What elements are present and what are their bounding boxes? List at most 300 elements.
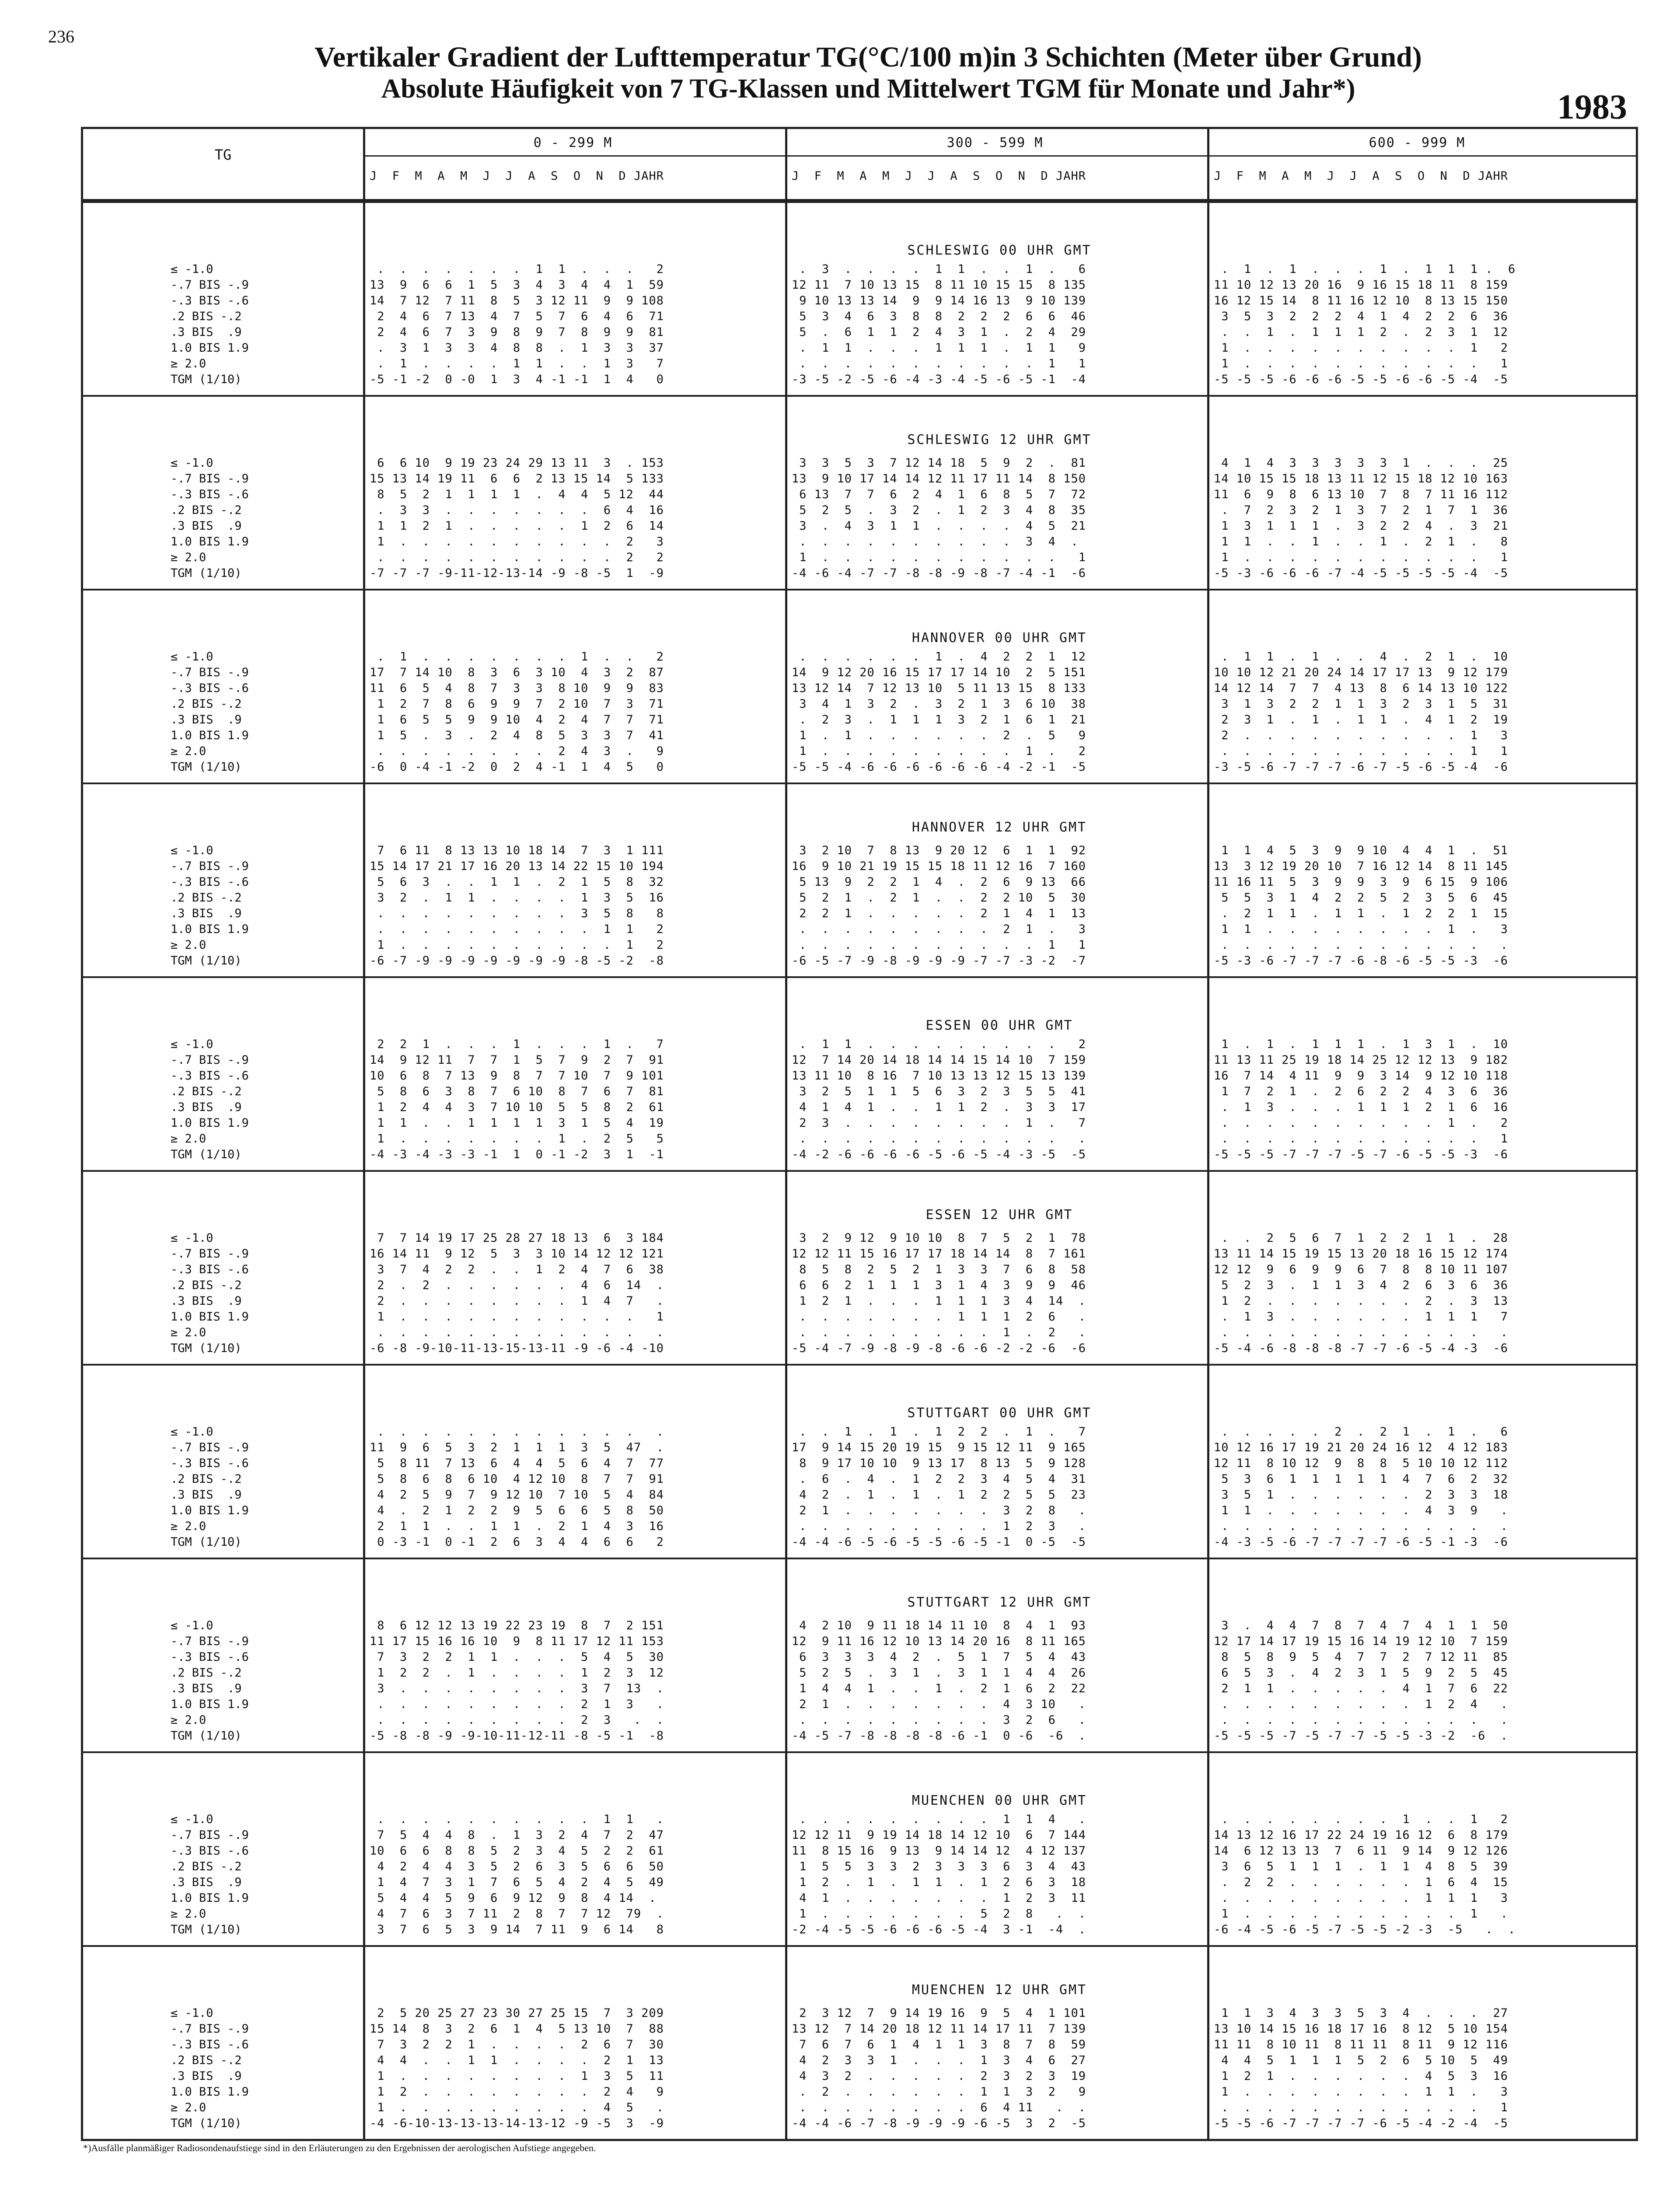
value-row: 1 . . . . . . . . . . 1 2 — [1214, 341, 1508, 355]
row-label: .2 BIS -.2 — [171, 2054, 242, 2067]
value-row: 1 . . . . . . . . . . 2 3 — [370, 535, 664, 548]
value-row: 14 9 12 20 16 15 17 17 14 10 2 5 151 — [792, 666, 1086, 679]
row-label: 1.0 BIS 1.9 — [171, 1698, 249, 1711]
value-row: 2 . 2 . . . . . . 4 6 14 . — [370, 1279, 664, 1292]
row-label: TGM (1/10) — [171, 760, 242, 774]
value-row: 5 8 11 7 13 6 4 4 5 6 4 7 77 — [370, 1457, 664, 1470]
value-row: . . . . . . . . . . . . . — [370, 1326, 664, 1339]
value-row: . . . . . . . . . . 1 1 . — [370, 1813, 664, 1826]
value-row: . . . . . . . . . 2 1 . 3 — [792, 922, 1086, 936]
value-row: 1 1 . . . . . . . 4 3 9 . — [1214, 1504, 1508, 1517]
row-label: -.3 BIS -.6 — [171, 1650, 249, 1664]
value-row: 12 17 14 17 19 15 16 14 19 12 10 7 159 — [1214, 1635, 1508, 1648]
value-row: 3 2 5 1 1 5 6 3 2 3 5 5 41 — [792, 1085, 1086, 1098]
value-row: . . . . . . . 1 1 1 2 6 . — [792, 1310, 1086, 1324]
row-label: -.7 BIS -.9 — [171, 666, 249, 679]
value-row: . . . . . . . . . 1 1 4 . — [792, 1813, 1086, 1826]
row-label: ≤ -1.0 — [171, 1038, 213, 1051]
value-row: -5 -5 -4 -6 -6 -6 -6 -6 -6 -4 -2 -1 -5 — [792, 760, 1086, 774]
value-row: 7 5 4 4 8 . 1 3 2 4 7 2 47 — [370, 1828, 664, 1842]
value-row: . 1 . 1 . . . 1 . 1 1 1 . 6 — [1214, 262, 1516, 276]
value-row: 4 4 . . 1 1 . . . . 2 1 13 — [370, 2054, 664, 2067]
station-separator — [83, 201, 1636, 203]
value-row: 8 5 8 2 5 2 1 3 3 7 6 8 58 — [792, 1263, 1086, 1276]
value-row: . 2 3 . 1 1 1 3 2 1 6 1 21 — [792, 713, 1086, 727]
row-label: TGM (1/10) — [171, 1923, 242, 1936]
value-row: 2 4 6 7 3 9 8 9 7 8 9 9 81 — [370, 325, 664, 339]
value-row: 10 12 16 17 19 21 20 24 16 12 4 12 183 — [1214, 1441, 1508, 1454]
value-row: 15 14 17 21 17 16 20 13 14 22 15 10 194 — [370, 859, 664, 873]
row-label: .3 BIS .9 — [171, 1682, 242, 1695]
value-row: 3 5 3 2 2 2 4 1 4 2 2 6 36 — [1214, 310, 1508, 323]
value-row: 0 -3 -1 0 -1 2 6 3 4 4 6 6 2 — [370, 1535, 664, 1549]
value-row: . . . . . . . . 1 . . 1 2 — [1214, 1813, 1508, 1826]
value-row: . . . . . . . . . . . 1 1 — [1214, 744, 1508, 758]
value-row: 1 4 4 1 . . 1 . 2 1 6 2 22 — [792, 1682, 1086, 1695]
station-title: STUTTGART 12 UHR GMT — [907, 1595, 1092, 1610]
value-row: -5 -8 -8 -9 -9-10-11-12-11 -8 -5 -1 -8 — [370, 1729, 664, 1743]
row-label: TGM (1/10) — [171, 1148, 242, 1161]
row-label: .3 BIS .9 — [171, 1488, 242, 1502]
value-row: -5 -1 -2 0 -0 1 3 4 -1 -1 1 4 0 — [370, 373, 664, 386]
value-row: 6 13 7 7 6 2 4 1 6 8 5 7 72 — [792, 488, 1086, 501]
value-row: -7 -7 -7 -9-11-12-13-14 -9 -8 -5 1 -9 — [370, 566, 664, 580]
value-row: -4 -4 -6 -5 -6 -5 -5 -6 -5 -1 0 -5 -5 — [792, 1535, 1086, 1549]
value-row: 4 . 2 1 2 2 9 5 6 6 5 8 50 — [370, 1504, 664, 1517]
value-row: 15 13 14 19 11 6 6 2 13 15 14 5 133 — [370, 472, 664, 486]
value-row: -4 -4 -6 -7 -8 -9 -9 -9 -6 -5 3 2 -5 — [792, 2117, 1086, 2130]
station-separator — [83, 783, 1636, 784]
value-row: -5 -5 -5 -7 -7 -7 -5 -7 -6 -5 -5 -3 -6 — [1214, 1148, 1508, 1161]
station-separator — [83, 589, 1636, 590]
value-row: 1 1 3 4 3 3 5 3 4 . . . 27 — [1214, 2006, 1508, 2020]
value-row: -5 -4 -6 -8 -8 -8 -7 -7 -6 -5 -4 -3 -6 — [1214, 1342, 1508, 1355]
value-row: 8 9 17 10 10 9 13 17 8 13 5 9 128 — [792, 1457, 1086, 1470]
row-label: -.7 BIS -.9 — [171, 1053, 249, 1067]
row-label: TGM (1/10) — [171, 2117, 242, 2130]
value-row: 1 . . . . . . . . . . . 1 — [792, 551, 1086, 564]
value-row: 17 9 14 15 20 19 15 9 15 12 11 9 165 — [792, 1441, 1086, 1454]
value-row: . 1 1 . . . 1 1 1 . 1 1 9 — [792, 341, 1086, 355]
value-row: 1 . . . . . . . . . 4 5 . — [370, 2101, 664, 2114]
value-row: 1 . . . . . . . . 1 3 5 11 — [370, 2069, 664, 2083]
station-separator — [83, 1170, 1636, 1172]
value-row: 13 9 6 6 1 5 3 4 3 4 4 1 59 — [370, 278, 664, 292]
value-row: . . . . . . . . . 2 1 3 . — [370, 1698, 664, 1711]
station-separator — [83, 1945, 1636, 1947]
row-label: TGM (1/10) — [171, 373, 242, 386]
value-row: 3 6 5 1 1 1 . 1 1 4 8 5 39 — [1214, 1860, 1508, 1873]
value-row: 13 12 14 7 12 13 10 5 11 13 15 8 133 — [792, 681, 1086, 695]
value-row: -5 -5 -5 -6 -6 -6 -5 -5 -6 -6 -5 -4 -5 — [1214, 373, 1508, 386]
value-row: 1 2 4 4 3 7 10 10 5 5 8 2 61 — [370, 1100, 664, 1114]
row-label: .3 BIS .9 — [171, 325, 242, 339]
row-label: .3 BIS .9 — [171, 907, 242, 920]
value-row: 14 10 15 15 18 13 11 12 15 18 12 10 163 — [1214, 472, 1508, 486]
value-row: . . . . . . . . . 1 2 3 . — [792, 1520, 1086, 1533]
row-label: .2 BIS -.2 — [171, 891, 242, 905]
value-row: 12 12 11 9 19 14 18 14 12 10 6 7 144 — [792, 1828, 1086, 1842]
value-row: 4 1 4 3 3 3 3 3 1 . . . 25 — [1214, 456, 1508, 470]
value-row: 1 . . . . . . . . . . 1 . — [1214, 1907, 1508, 1921]
value-row: 14 7 12 7 11 8 5 3 12 11 9 9 108 — [370, 294, 664, 307]
row-label: -.3 BIS -.6 — [171, 294, 249, 307]
row-label: -.3 BIS -.6 — [171, 488, 249, 501]
row-label: ≤ -1.0 — [171, 2006, 213, 2020]
row-label: -.7 BIS -.9 — [171, 1635, 249, 1648]
layer-header-0-299: 0 - 299 M — [533, 135, 613, 150]
value-row: 7 3 2 2 1 1 . . . 5 4 5 30 — [370, 1650, 664, 1664]
value-row: 14 12 14 7 7 4 13 8 6 14 13 10 122 — [1214, 681, 1508, 695]
value-row: . 7 2 3 2 1 3 7 2 1 7 1 36 — [1214, 503, 1508, 517]
value-row: 1 3 1 1 1 . 3 2 2 4 . 3 21 — [1214, 519, 1508, 533]
value-row: 3 4 1 3 2 . 3 2 1 3 6 10 38 — [792, 697, 1086, 711]
value-row: 7 6 7 6 1 4 1 1 3 8 7 8 59 — [792, 2038, 1086, 2051]
value-row: . . . . . . . . . 3 2 6 . — [792, 1713, 1086, 1727]
value-row: 2 . . . . . . . . . . 1 3 — [1214, 729, 1508, 742]
value-row: 1 . . . . . . . 1 . 2 5 5 — [370, 1132, 664, 1146]
value-row: 1 2 1 . . . . . . 4 5 3 16 — [1214, 2069, 1508, 2083]
row-label: ≤ -1.0 — [171, 650, 213, 664]
value-row: 1 5 . 3 . 2 4 8 5 3 3 7 41 — [370, 729, 664, 742]
row-label: 1.0 BIS 1.9 — [171, 2085, 249, 2099]
value-row: 5 6 3 . . 1 1 . 2 1 5 8 32 — [370, 875, 664, 889]
column-divider-layer-1 — [785, 129, 787, 2139]
row-label: .2 BIS -.2 — [171, 1472, 242, 1486]
value-row: 1 . . . . . . . . . . 1 2 — [370, 938, 664, 952]
value-row: . 3 1 3 3 4 8 8 . 1 3 3 37 — [370, 341, 664, 355]
station-title: HANNOVER 00 UHR GMT — [912, 630, 1087, 646]
value-row: 14 6 12 13 13 7 6 11 9 14 9 12 126 — [1214, 1844, 1508, 1858]
value-row: 1 1 . . 1 . . 1 . 2 1 . 8 — [1214, 535, 1508, 548]
value-row: 7 6 11 8 13 13 10 18 14 7 3 1 111 — [370, 844, 664, 857]
value-row: . . . . . . . . . . . . . — [1214, 1713, 1508, 1727]
value-row: 2 1 1 . . . . . 4 1 7 6 22 — [1214, 1682, 1508, 1695]
value-row: 13 11 14 15 19 15 13 20 18 16 15 12 174 — [1214, 1247, 1508, 1261]
value-row: 5 2 3 . 1 1 3 4 2 6 3 6 36 — [1214, 1279, 1508, 1292]
value-row: -6 -8 -9-10-11-13-15-13-11 -9 -6 -4 -10 — [370, 1342, 664, 1355]
value-row: . . . . . . . . . 1 1 1 3 — [1214, 1891, 1508, 1905]
layer-header-600-999: 600 - 999 M — [1369, 135, 1466, 150]
value-row: 1 1 . . . . . . . . 1 . 3 — [1214, 922, 1508, 936]
row-label: ≥ 2.0 — [171, 1520, 206, 1533]
value-row: 1 2 . . . . . . . 2 . 3 13 — [1214, 1294, 1508, 1308]
value-row: 1 . . . . . . . . . . . 1 — [1214, 551, 1508, 564]
value-row: 2 1 . . . . . . . 4 3 10 . — [792, 1698, 1086, 1711]
value-row: -4 -3 -4 -3 -3 -1 1 0 -1 -2 3 1 -1 — [370, 1148, 664, 1161]
value-row: 15 14 8 3 2 6 1 4 5 13 10 7 88 — [370, 2022, 664, 2036]
row-label: .3 BIS .9 — [171, 519, 242, 533]
row-label: .3 BIS .9 — [171, 1100, 242, 1114]
value-row: -5 -4 -7 -9 -8 -9 -8 -6 -6 -2 -2 -6 -6 — [792, 1342, 1086, 1355]
value-row: 12 7 14 20 14 18 14 14 15 14 10 7 159 — [792, 1053, 1086, 1067]
value-row: 4 2 . 1 . 1 . 1 2 2 5 5 23 — [792, 1488, 1086, 1502]
row-label: .2 BIS -.2 — [171, 1279, 242, 1292]
row-label: ≤ -1.0 — [171, 844, 213, 857]
value-row: 5 3 6 1 1 1 1 1 4 7 6 2 32 — [1214, 1472, 1508, 1486]
value-row: 1 4 7 3 1 7 6 5 4 2 4 5 49 — [370, 1876, 664, 1889]
value-row: -2 -4 -5 -5 -6 -6 -6 -5 -4 3 -1 -4 . — [792, 1923, 1086, 1936]
row-label: ≥ 2.0 — [171, 1907, 206, 1921]
row-label: TGM (1/10) — [171, 1729, 242, 1743]
value-row: 5 8 6 8 6 10 4 12 10 8 7 7 91 — [370, 1472, 664, 1486]
value-row: 13 9 10 17 14 14 12 11 17 11 14 8 150 — [792, 472, 1086, 486]
value-row: 2 2 1 . . . . . 2 1 4 1 13 — [792, 907, 1086, 920]
value-row: . . . . . . . . . . 1 . 2 — [1214, 1116, 1508, 1130]
row-label: ≥ 2.0 — [171, 2101, 206, 2114]
value-row: . 1 . . . . . . . 1 . . 2 — [370, 650, 664, 664]
value-row: 2 3 . . . . . . . . 1 . 7 — [792, 1116, 1086, 1130]
value-row: -6 -5 -7 -9 -8 -9 -9 -9 -7 -7 -3 -2 -7 — [792, 954, 1086, 968]
value-row: 1 1 4 5 3 9 9 10 4 4 1 . 51 — [1214, 844, 1508, 857]
value-row: 4 1 4 1 . . 1 1 2 . 3 3 17 — [792, 1100, 1086, 1114]
value-row: 11 17 15 16 16 10 9 8 11 17 12 11 153 — [370, 1635, 664, 1648]
value-row: -3 -5 -6 -7 -7 -7 -6 -7 -5 -6 -5 -4 -6 — [1214, 760, 1508, 774]
row-label: ≤ -1.0 — [171, 1231, 213, 1245]
row-label: ≤ -1.0 — [171, 1425, 213, 1439]
tg-header: TG — [214, 147, 232, 163]
value-row: 3 1 3 2 2 1 1 3 2 3 1 5 31 — [1214, 697, 1508, 711]
value-row: 7 3 2 2 1 . . . . 2 6 7 30 — [370, 2038, 664, 2051]
value-row: 11 8 15 16 9 13 9 14 14 12 4 12 137 — [792, 1844, 1086, 1858]
value-row: . . 1 . 1 . 1 2 2 . 1 . 7 — [792, 1425, 1086, 1439]
value-row: . . . . . 2 . 2 1 . 1 . 6 — [1214, 1425, 1508, 1439]
value-row: 16 14 11 9 12 5 3 3 10 14 12 12 121 — [370, 1247, 664, 1261]
value-row: 5 4 4 5 9 6 9 12 9 8 4 14 . — [370, 1891, 657, 1905]
value-row: . . . . . . . . . . . . . — [1214, 1326, 1508, 1339]
value-row: 16 9 10 21 19 15 15 18 11 12 16 7 160 — [792, 859, 1086, 873]
value-row: 5 2 5 . 3 1 . 3 1 1 4 4 26 — [792, 1666, 1086, 1680]
column-header — [83, 129, 1636, 201]
value-row: 16 12 15 14 8 11 16 12 10 8 13 15 150 — [1214, 294, 1508, 307]
value-row: 1 . . . . . . . . . . . 1 — [370, 1310, 664, 1324]
station-separator — [83, 976, 1636, 978]
value-row: . . . . . . . . . 1 . 2 . — [792, 1326, 1086, 1339]
value-row: 4 2 4 4 3 5 2 6 3 5 6 6 50 — [370, 1860, 664, 1873]
value-row: . . 1 . 1 1 1 2 . 2 3 1 12 — [1214, 325, 1508, 339]
station-title: STUTTGART 00 UHR GMT — [907, 1405, 1092, 1421]
value-row: . . . . . . . . 6 4 11 . . — [792, 2101, 1086, 2114]
row-label: -.3 BIS -.6 — [171, 1263, 249, 1276]
value-row: 3 3 5 3 7 12 14 18 5 9 2 . 81 — [792, 456, 1086, 470]
row-label: ≥ 2.0 — [171, 1713, 206, 1727]
value-row: 12 9 11 16 12 10 13 14 20 16 8 11 165 — [792, 1635, 1086, 1648]
value-row: -6 -7 -9 -9 -9 -9 -9 -9 -9 -8 -5 -2 -8 — [370, 954, 664, 968]
value-row: 11 11 8 10 11 8 11 11 8 11 9 12 116 — [1214, 2038, 1508, 2051]
value-row: 5 3 4 6 3 8 8 2 2 2 6 6 46 — [792, 310, 1086, 323]
row-label: ≤ -1.0 — [171, 262, 213, 276]
value-row: 11 13 11 25 19 18 14 25 12 12 13 9 182 — [1214, 1053, 1508, 1067]
value-row: . 2 . . . . . . 1 1 3 2 9 — [792, 2085, 1086, 2099]
value-row: 5 13 9 2 2 1 4 . 2 6 9 13 66 — [792, 875, 1086, 889]
value-row: . 1 . . . . 1 1 . . 1 3 7 — [370, 357, 664, 370]
value-row: -5 -3 -6 -6 -6 -7 -4 -5 -5 -5 -5 -4 -5 — [1214, 566, 1508, 580]
row-label: TGM (1/10) — [171, 1342, 242, 1355]
value-row: . 6 . 4 . 1 2 2 3 4 5 4 31 — [792, 1472, 1086, 1486]
value-row: 3 . . . . . . . . 3 7 13 . — [370, 1682, 664, 1695]
column-divider-layer-2 — [1207, 129, 1209, 2139]
row-label: -.7 BIS -.9 — [171, 278, 249, 292]
value-row: 1 . . . . . . . . . . . 1 — [1214, 357, 1508, 370]
value-row: 6 6 10 9 19 23 24 29 13 11 3 . 153 — [370, 456, 664, 470]
row-label: ≥ 2.0 — [171, 938, 206, 952]
row-label: 1.0 BIS 1.9 — [171, 1504, 249, 1517]
value-row: 11 9 6 5 3 2 1 1 1 3 5 47 . — [370, 1441, 664, 1454]
value-row: 5 2 1 . 2 1 . . 2 2 10 5 30 — [792, 891, 1086, 905]
value-row: . . . . . . . . . . . 1 1 — [792, 938, 1086, 952]
value-row: -3 -5 -2 -5 -6 -4 -3 -4 -5 -6 -5 -1 -4 — [792, 373, 1086, 386]
row-label: .2 BIS -.2 — [171, 310, 242, 323]
value-row: 3 . 4 4 7 8 7 4 7 4 1 1 50 — [1214, 1619, 1508, 1632]
value-row: 12 11 8 10 12 9 8 8 5 10 10 12 112 — [1214, 1457, 1508, 1470]
value-row: . . . . . . . 1 1 . . . 2 — [370, 262, 664, 276]
value-row: 5 2 5 . 3 2 . 1 2 3 4 8 35 — [792, 503, 1086, 517]
station-separator — [83, 1364, 1636, 1366]
value-row: 4 4 5 1 1 1 5 2 6 5 10 5 49 — [1214, 2054, 1508, 2067]
value-row: . . . . . . . . . . . 2 2 — [370, 551, 664, 564]
footnote: *)Ausfälle planmäßiger Radiosondenaufstiege sind in den Erläuterungen zu den Ergebnissen der aerologischen Aufstiege angegeben. — [83, 2142, 596, 2153]
station-title: MUENCHEN 00 UHR GMT — [912, 1793, 1087, 1808]
value-row: 1 2 . 1 . 1 1 . 1 2 6 3 18 — [792, 1876, 1086, 1889]
header-divider — [363, 155, 1636, 157]
value-row: 8 5 8 9 5 4 7 7 2 7 12 11 85 — [1214, 1650, 1508, 1664]
value-row: 1 2 7 8 6 9 9 7 2 10 7 3 71 — [370, 697, 664, 711]
value-row: 1 . . . . . . . . 1 1 . 3 — [1214, 2085, 1508, 2099]
value-row: 2 3 12 7 9 14 19 16 9 5 4 1 101 — [792, 2006, 1086, 2020]
value-row: 11 10 12 13 20 16 9 16 15 18 11 8 159 — [1214, 278, 1508, 292]
value-row: 2 1 1 . . 1 1 . 2 1 4 3 16 — [370, 1520, 664, 1533]
page-title — [245, 42, 1491, 105]
value-row: 5 5 3 1 4 2 2 5 2 3 5 6 45 — [1214, 891, 1508, 905]
station-title: SCHLESWIG 00 UHR GMT — [907, 243, 1092, 258]
row-label: ≤ -1.0 — [171, 456, 213, 470]
value-row: . . . . . . . . . . . . 1 — [1214, 2101, 1508, 2114]
row-label: .2 BIS -.2 — [171, 503, 242, 517]
row-label: 1.0 BIS 1.9 — [171, 729, 249, 742]
value-row: 2 1 . . . . . . . 3 2 8 . — [792, 1504, 1086, 1517]
value-row: 1 6 5 5 9 9 10 4 2 4 7 7 71 — [370, 713, 664, 727]
row-label: -.3 BIS -.6 — [171, 1457, 249, 1470]
row-label: ≥ 2.0 — [171, 357, 206, 370]
row-label: 1.0 BIS 1.9 — [171, 535, 249, 548]
layer-header-300-599: 300 - 599 M — [947, 135, 1044, 150]
value-row: . . . . . . . . 2 4 3 . 9 — [370, 744, 664, 758]
row-label: ≥ 2.0 — [171, 551, 206, 564]
value-row: 13 12 7 14 20 18 12 11 14 17 11 7 139 — [792, 2022, 1086, 2036]
value-row: 2 2 1 . . . 1 . . . 1 . 7 — [370, 1038, 664, 1051]
row-label: TGM (1/10) — [171, 1535, 242, 1549]
value-row: . . . . . . . . . . . 1 1 — [792, 357, 1086, 370]
row-label: -.7 BIS -.9 — [171, 1247, 249, 1261]
value-row: 3 5 1 . . . . . . 2 3 3 18 — [1214, 1488, 1508, 1502]
value-row: . . . . . . . . . 1 2 4 . — [1214, 1698, 1508, 1711]
row-label: ≥ 2.0 — [171, 744, 206, 758]
value-row: . . . . . . . . . . . . . — [370, 1425, 664, 1439]
value-row: 6 6 2 1 1 1 3 1 4 3 9 9 46 — [792, 1279, 1086, 1292]
value-row: . 2 1 1 . 1 1 . 1 2 2 1 15 — [1214, 907, 1508, 920]
value-row: 4 3 2 . . . . . 2 3 2 3 19 — [792, 2069, 1086, 2083]
row-label: ≥ 2.0 — [171, 1326, 206, 1339]
value-row: . 1 1 . 1 . . 4 . 2 1 . 10 — [1214, 650, 1508, 664]
row-label: 1.0 BIS 1.9 — [171, 341, 249, 355]
value-row: 17 7 14 10 8 3 6 3 10 4 3 2 87 — [370, 666, 664, 679]
row-label: 1.0 BIS 1.9 — [171, 1116, 249, 1130]
row-label: .2 BIS -.2 — [171, 697, 242, 711]
value-row: . 1 3 . . . 1 1 1 2 1 6 16 — [1214, 1100, 1508, 1114]
row-label: .3 BIS .9 — [171, 1876, 242, 1889]
row-label: ≤ -1.0 — [171, 1813, 213, 1826]
value-row: . . . . . . 1 . 4 2 2 1 12 — [792, 650, 1086, 664]
row-label: -.7 BIS -.9 — [171, 1828, 249, 1842]
value-row: 13 3 12 19 20 10 7 16 12 14 8 11 145 — [1214, 859, 1508, 873]
row-label: TGM (1/10) — [171, 566, 242, 580]
title-line-2: Absolute Häufigkeit von 7 TG-Klassen und Mittelwert TGM für Monate und Jahr*) — [381, 74, 1355, 104]
value-row: 16 7 14 4 11 9 9 3 14 9 12 10 118 — [1214, 1069, 1508, 1083]
value-row: 2 4 6 7 13 4 7 5 7 6 4 6 71 — [370, 310, 664, 323]
row-label: -.3 BIS -.6 — [171, 2038, 249, 2051]
value-row: 10 6 6 8 8 5 2 3 4 5 2 2 61 — [370, 1844, 664, 1858]
value-row: 3 7 6 5 3 9 14 7 11 9 6 14 8 — [370, 1923, 664, 1936]
row-label: 1.0 BIS 1.9 — [171, 1310, 249, 1324]
value-row: 1 2 . . . . . . . . 2 4 9 — [370, 2085, 664, 2099]
value-row: 14 13 12 16 17 22 24 19 16 12 6 8 179 — [1214, 1828, 1508, 1842]
row-label: .2 BIS -.2 — [171, 1666, 242, 1680]
station-separator — [83, 395, 1636, 397]
value-row: -4 -3 -5 -6 -7 -7 -7 -7 -6 -5 -1 -3 -6 — [1214, 1535, 1508, 1549]
row-label: 1.0 BIS 1.9 — [171, 922, 249, 936]
value-row: 12 12 9 6 9 9 6 7 8 8 10 11 107 — [1214, 1263, 1508, 1276]
value-row: . . . . . . . . . . . . . — [1214, 938, 1508, 952]
station-title: ESSEN 12 UHR GMT — [926, 1207, 1073, 1223]
value-row: 1 2 1 . . . 1 1 1 3 4 14 . — [792, 1294, 1086, 1308]
value-row: 6 5 3 . 4 2 3 1 5 9 2 5 45 — [1214, 1666, 1508, 1680]
value-row: 9 10 13 13 14 9 9 14 16 13 9 10 139 — [792, 294, 1086, 307]
value-row: 4 2 10 9 11 18 14 11 10 8 4 1 93 — [792, 1619, 1086, 1632]
months-header-0-299: J F M A M J J A S O N D JAHR — [370, 169, 664, 183]
value-row: -5 -3 -6 -7 -7 -7 -6 -8 -6 -5 -5 -3 -6 — [1214, 954, 1508, 968]
row-label: -.3 BIS -.6 — [171, 875, 249, 889]
value-row: 13 10 14 15 16 18 17 16 8 12 5 10 154 — [1214, 2022, 1508, 2036]
value-row: 2 5 20 25 27 23 30 27 25 15 7 3 209 — [370, 2006, 664, 2020]
value-row: 2 3 1 . 1 . 1 1 . 4 1 2 19 — [1214, 713, 1508, 727]
value-row: 1 5 5 3 3 2 3 3 3 6 3 4 43 — [792, 1860, 1086, 1873]
value-row: 1 . . . . . . . 5 2 8 . . — [792, 1907, 1086, 1921]
value-row: 3 2 10 7 8 13 9 20 12 6 1 1 92 — [792, 844, 1086, 857]
value-row: 1 1 . . 1 1 1 1 3 1 5 4 19 — [370, 1116, 664, 1130]
row-label: .3 BIS .9 — [171, 1294, 242, 1308]
months-header-300-599: J F M A M J J A S O N D JAHR — [792, 169, 1086, 183]
title-line-1: Vertikaler Gradient der Lufttemperatur TG(°C/100 m)in 3 Schichten (Meter über Grund) — [314, 41, 1422, 73]
value-row: 8 6 12 12 13 19 22 23 19 8 7 2 151 — [370, 1619, 664, 1632]
station-title: MUENCHEN 12 UHR GMT — [912, 1982, 1087, 1998]
row-label: -.7 BIS -.9 — [171, 1441, 249, 1454]
station-separator — [83, 1558, 1636, 1559]
page-number: 236 — [48, 27, 74, 46]
value-row: . . . . . . . . . . . . . — [1214, 1520, 1508, 1533]
value-row: 8 5 2 1 1 1 1 . 4 4 5 12 44 — [370, 488, 664, 501]
value-row: . . . . . . . . . . . . 1 — [1214, 1132, 1508, 1146]
row-label: -.7 BIS -.9 — [171, 859, 249, 873]
value-row: 3 2 9 12 9 10 10 8 7 5 2 1 78 — [792, 1231, 1086, 1245]
value-row: 3 7 4 2 2 . . 1 2 4 7 6 38 — [370, 1263, 664, 1276]
value-row: -4 -5 -7 -8 -8 -8 -8 -6 -1 0 -6 -6 . — [792, 1729, 1086, 1743]
station-title: SCHLESWIG 12 UHR GMT — [907, 432, 1092, 447]
value-row: 13 11 10 8 16 7 10 13 13 12 15 13 139 — [792, 1069, 1086, 1083]
value-row: -5 -5 -5 -7 -5 -7 -7 -5 -5 -3 -2 -6 . — [1214, 1729, 1508, 1743]
value-row: 1 7 2 1 . 2 6 2 2 4 3 6 36 — [1214, 1085, 1508, 1098]
row-label: ≤ -1.0 — [171, 1619, 213, 1632]
value-row: -6 0 -4 -1 -2 0 2 4 -1 1 4 5 0 — [370, 760, 664, 774]
